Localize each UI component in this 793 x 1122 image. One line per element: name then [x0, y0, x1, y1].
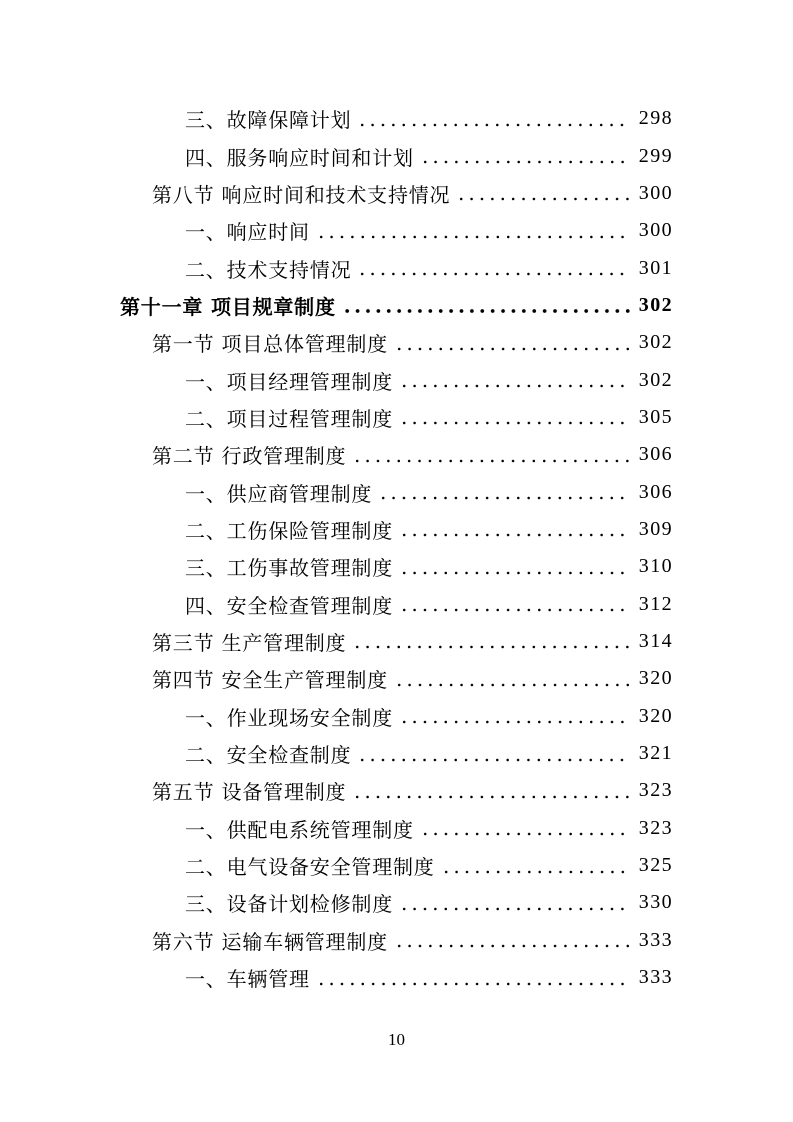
toc-section-entry: [0, 324, 793, 361]
toc-entry-page-number: 302: [638, 331, 673, 354]
toc-subsection-entry: [0, 399, 793, 436]
toc-entry-title: 一、车辆管理: [185, 967, 310, 992]
toc-entry-title: 二、项目过程管理制度: [185, 406, 393, 431]
toc-entry-page-number: 306: [638, 443, 673, 466]
toc-dot-leader: [399, 719, 630, 725]
toc-subsection-entry: [0, 585, 793, 622]
toc-entry-title: 四、服务响应时间和计划: [185, 145, 414, 170]
toc-subsection-entry: [0, 249, 793, 286]
toc-entry-page-number: 305: [638, 405, 673, 428]
toc-entry-page-number: 300: [638, 219, 673, 242]
toc-section-entry: [0, 175, 793, 212]
toc-entry-title: 二、技术支持情况: [185, 257, 352, 282]
toc-entry-title: 第四节 安全生产管理制度: [152, 668, 388, 693]
toc-dot-leader: [357, 757, 629, 763]
toc-entry-title: 二、安全检查制度: [185, 743, 352, 768]
toc-entry-title: 第十一章 项目规章制度: [120, 294, 336, 319]
toc-entry-page-number: 330: [638, 891, 673, 914]
toc-dot-leader: [399, 570, 630, 576]
toc-dot-leader: [399, 906, 630, 912]
toc-subsection-entry: [0, 959, 793, 996]
toc-entry-title: 一、响应时间: [185, 220, 310, 245]
toc-entry-page-number: 314: [638, 629, 673, 652]
toc-dot-leader: [352, 794, 629, 800]
toc-subsection-entry: [0, 511, 793, 548]
toc-entry-page-number: 323: [638, 816, 673, 839]
toc-dot-leader: [399, 532, 630, 538]
toc-dot-leader: [394, 682, 630, 688]
toc-section-entry: [0, 436, 793, 473]
toc-entry-page-number: 320: [638, 704, 673, 727]
toc-entry-title: 第六节 运输车辆管理制度: [152, 929, 388, 954]
toc-entry-title: 一、供配电系统管理制度: [185, 817, 414, 842]
toc-entry-title: 一、作业现场安全制度: [185, 705, 393, 730]
toc-entry-page-number: 306: [638, 480, 673, 503]
toc-entry-page-number: 325: [638, 854, 673, 877]
toc-entry-page-number: 298: [638, 107, 673, 130]
toc-entry-title: 第二节 行政管理制度: [152, 444, 347, 469]
toc-dot-leader: [352, 458, 629, 464]
toc-subsection-entry: [0, 212, 793, 249]
toc-dot-leader: [441, 869, 630, 875]
toc-entry-page-number: 323: [638, 779, 673, 802]
page-number: 10: [388, 1030, 405, 1049]
toc-subsection-entry: [0, 361, 793, 398]
toc-dot-leader: [399, 383, 630, 389]
toc-entry-title: 三、故障保障计划: [185, 108, 352, 133]
toc-entry-title: 第五节 设备管理制度: [152, 780, 347, 805]
toc-entry-page-number: 299: [638, 144, 673, 167]
toc-dot-leader: [420, 159, 630, 165]
toc-subsection-entry: [0, 100, 793, 137]
toc-entry-page-number: 320: [638, 667, 673, 690]
toc-entry-title: 第一节 项目总体管理制度: [152, 332, 388, 357]
toc-entry-title: 第八节 响应时间和技术支持情况: [152, 182, 451, 207]
toc-entry-page-number: 300: [638, 181, 673, 204]
toc-dot-leader: [357, 122, 629, 128]
toc-subsection-entry: [0, 810, 793, 847]
toc-entry-title: 一、供应商管理制度: [185, 481, 373, 506]
toc-list: [0, 100, 793, 996]
toc-dot-leader: [456, 196, 629, 202]
toc-entry-page-number: 312: [638, 592, 673, 615]
toc-dot-leader: [352, 644, 629, 650]
toc-entry-page-number: 310: [638, 555, 673, 578]
toc-subsection-entry: [0, 735, 793, 772]
toc-entry-page-number: 302: [638, 368, 673, 391]
toc-entry-page-number: 321: [638, 742, 673, 765]
toc-subsection-entry: [0, 698, 793, 735]
toc-subsection-entry: [0, 473, 793, 510]
toc-subsection-entry: [0, 548, 793, 585]
toc-entry-title: 一、项目经理管理制度: [185, 369, 393, 394]
toc-entry-page-number: 302: [638, 293, 673, 316]
toc-entry-title: 三、设备计划检修制度: [185, 892, 393, 917]
toc-dot-leader: [378, 495, 630, 501]
toc-entry-title: 三、工伤事故管理制度: [185, 556, 393, 581]
toc-chapter-entry: [0, 287, 793, 324]
toc-subsection-entry: [0, 847, 793, 884]
toc-dot-leader: [420, 831, 630, 837]
toc-section-entry: [0, 772, 793, 809]
toc-entry-page-number: 301: [638, 256, 673, 279]
toc-subsection-entry: [0, 137, 793, 174]
toc-entry-page-number: 333: [638, 928, 673, 951]
toc-dot-leader: [342, 308, 630, 314]
toc-dot-leader: [316, 234, 630, 240]
toc-dot-leader: [399, 420, 630, 426]
toc-section-entry: [0, 623, 793, 660]
toc-entry-title: 四、安全检查管理制度: [185, 593, 393, 618]
toc-dot-leader: [316, 981, 630, 987]
toc-dot-leader: [394, 346, 630, 352]
toc-entry-title: 二、电气设备安全管理制度: [185, 855, 435, 880]
toc-dot-leader: [357, 271, 629, 277]
toc-subsection-entry: [0, 884, 793, 921]
toc-entry-page-number: 333: [638, 966, 673, 989]
toc-entry-title: 第三节 生产管理制度: [152, 630, 347, 655]
toc-entry-title: 二、工伤保险管理制度: [185, 518, 393, 543]
toc-dot-leader: [399, 607, 630, 613]
toc-section-entry: [0, 660, 793, 697]
toc-section-entry: [0, 922, 793, 959]
toc-entry-page-number: 309: [638, 517, 673, 540]
toc-dot-leader: [394, 943, 630, 949]
